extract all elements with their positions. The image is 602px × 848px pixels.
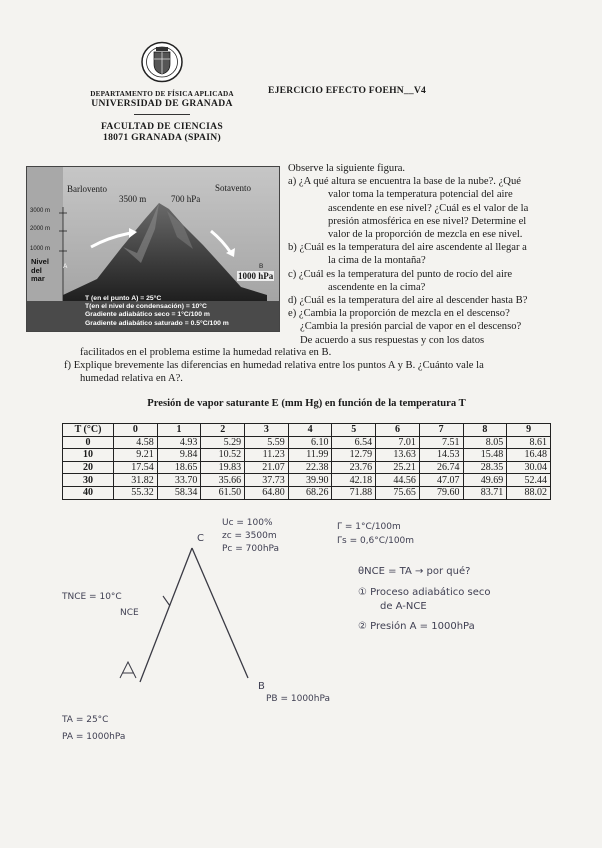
questions-block xyxy=(288,162,550,347)
question-f: f) Explique brevemente las diferencias en humedad relativa entre los puntos A y B. ¿Cuánto vale la xyxy=(64,360,484,371)
table-row-header-cell: 20 xyxy=(63,461,114,474)
table-header-cell: 9 xyxy=(507,424,551,437)
table-cell: 5.29 xyxy=(201,436,245,449)
hand-a-values: TA = 25°C PA = 1000hPa xyxy=(62,715,126,742)
table-cell: 6.54 xyxy=(332,436,376,449)
table-header-row xyxy=(63,424,551,437)
table-cell: 19.83 xyxy=(201,461,245,474)
table-row-header-cell: 30 xyxy=(63,474,114,487)
table-header-cell: 8 xyxy=(463,424,507,437)
table-header-cell: 7 xyxy=(419,424,463,437)
table-cell: 17.54 xyxy=(114,461,158,474)
table-header-cell: 2 xyxy=(201,424,245,437)
table-cell: 49.69 xyxy=(463,474,507,487)
header-divider xyxy=(134,114,190,115)
windward-label: Barlovento xyxy=(67,184,107,194)
table-cell: 58.34 xyxy=(157,486,201,499)
question-b-line-2: la cima de la montaña? xyxy=(328,255,426,267)
table-cell: 13.63 xyxy=(376,449,420,462)
table-cell: 64.80 xyxy=(245,486,289,499)
table-cell: 16.48 xyxy=(507,449,551,462)
table-cell: 22.38 xyxy=(288,461,332,474)
table-cell: 9.21 xyxy=(114,449,158,462)
table-cell: 11.99 xyxy=(288,449,332,462)
leeward-label: Sotavento xyxy=(215,183,251,193)
table-row xyxy=(63,436,551,449)
table-cell: 75.65 xyxy=(376,486,420,499)
table-header-cell: 3 xyxy=(245,424,289,437)
question-a: a) ¿A qué altura se encuentra la base de la nube?. ¿Qué xyxy=(288,176,521,188)
question-e-line-2: ¿Cambia la presión parcial de vapor en el descenso? xyxy=(300,321,522,333)
table-cell: 83.71 xyxy=(463,486,507,499)
table-cell: 11.23 xyxy=(245,449,289,462)
university-seal-icon xyxy=(140,41,184,83)
point-a-label: A xyxy=(63,263,68,270)
table-cell: 26.74 xyxy=(419,461,463,474)
table-cell: 44.56 xyxy=(376,474,420,487)
table-header-cell: 0 xyxy=(114,424,158,437)
table-row-header-cell: 0 xyxy=(63,436,114,449)
table-cell: 18.65 xyxy=(157,461,201,474)
hand-pb: PB = 1000hPa xyxy=(266,694,331,704)
table-cell: 30.04 xyxy=(507,461,551,474)
table-row xyxy=(63,461,551,474)
table-cell: 35.66 xyxy=(201,474,245,487)
altitude-1000-label: 1000 m xyxy=(30,246,51,252)
hand-gradients: Γ = 1°C/100m Γs = 0,6°C/100m xyxy=(337,522,415,546)
question-b: b) ¿Cuál es la temperatura del aire ascendente al llegar a xyxy=(288,242,527,254)
table-cell: 31.82 xyxy=(114,474,158,487)
table-header-cell: T (°C) xyxy=(63,424,114,437)
question-e-line-3: De acuerdo a sus respuestas y con los datos xyxy=(300,334,485,346)
table-cell: 79.60 xyxy=(419,486,463,499)
table-row-header-cell: 40 xyxy=(63,486,114,499)
table-cell: 7.51 xyxy=(419,436,463,449)
table-row xyxy=(63,474,551,487)
table-body xyxy=(63,436,551,499)
table-cell: 55.32 xyxy=(114,486,158,499)
table-cell: 12.79 xyxy=(332,449,376,462)
table-header-cell: 5 xyxy=(332,424,376,437)
question-a-line-5: valor de la proporción de mezcla en ese nivel. xyxy=(328,229,523,241)
question-c: c) ¿Cuál es la temperatura del punto de rocío del aire xyxy=(288,268,513,280)
summit-height-label: 3500 m xyxy=(119,194,147,204)
table-cell: 8.05 xyxy=(463,436,507,449)
pressure-b-label: 1000 hPa xyxy=(238,271,274,281)
question-a-line-2: valor toma la temperatura potencial del aire xyxy=(328,189,513,201)
table-cell: 61.50 xyxy=(201,486,245,499)
question-f-line-2: humedad relativa en A?. xyxy=(80,373,183,384)
table-cell: 39.90 xyxy=(288,474,332,487)
hand-c-label: C xyxy=(197,533,204,544)
table-cell: 8.61 xyxy=(507,436,551,449)
question-c-line-2: ascendente en la cima? xyxy=(328,281,426,293)
university-name: UNIVERSIDAD DE GRANADA xyxy=(91,98,233,109)
table-cell: 23.76 xyxy=(332,461,376,474)
intro-text: Observe la siguiente figura. xyxy=(288,163,406,174)
table-cell: 37.73 xyxy=(245,474,289,487)
table-cell: 9.84 xyxy=(157,449,201,462)
hand-b-label: B xyxy=(258,681,265,692)
exercise-title: EJERCICIO EFECTO FOEHN__V4 xyxy=(268,85,427,96)
table-row xyxy=(63,486,551,499)
table-cell: 52.44 xyxy=(507,474,551,487)
vapor-pressure-table xyxy=(62,423,551,500)
table-cell: 71.88 xyxy=(332,486,376,499)
question-a-line-4: presión atmosférica en ese nivel? Determine el xyxy=(328,215,527,227)
table-cell: 42.18 xyxy=(332,474,376,487)
table-header-cell: 1 xyxy=(157,424,201,437)
table-cell: 15.48 xyxy=(463,449,507,462)
table-cell: 25.21 xyxy=(376,461,420,474)
altitude-3000-label: 3000 m xyxy=(30,208,51,214)
question-d: d) ¿Cuál es la temperatura del aire al descender hasta B? xyxy=(288,295,528,307)
table-cell: 28.35 xyxy=(463,461,507,474)
question-e-line-4: facilitados en el problema estime la humedad relativa en B. xyxy=(80,347,332,358)
table-cell: 7.01 xyxy=(376,436,420,449)
faculty-address: 18071 GRANADA (SPAIN) xyxy=(102,132,222,143)
table-title: Presión de vapor saturante E (mm Hg) en función de la temperatura T xyxy=(147,398,466,409)
hand-tnce: TNCE = 10°C xyxy=(62,592,122,602)
table-cell: 47.07 xyxy=(419,474,463,487)
faculty-name: FACULTAD DE CIENCIAS xyxy=(100,121,224,132)
sea-level-label: Nivel del mar xyxy=(31,257,49,283)
table-row xyxy=(63,449,551,462)
table-cell: 33.70 xyxy=(157,474,201,487)
table-cell: 6.10 xyxy=(288,436,332,449)
foehn-figure xyxy=(26,166,280,332)
table-cell: 10.52 xyxy=(201,449,245,462)
table-header-cell: 4 xyxy=(288,424,332,437)
altitude-2000-label: 2000 m xyxy=(30,226,51,232)
table-header-cell: 6 xyxy=(376,424,420,437)
summit-pressure-label: 700 hPa xyxy=(171,194,201,204)
table-cell: 21.07 xyxy=(245,461,289,474)
table-cell: 4.58 xyxy=(114,436,158,449)
question-e: e) ¿Cambia la proporción de mezcla en el descenso? xyxy=(288,308,510,320)
hand-list: ① Proceso adiabático seco de A-NCE ② Presión A = 1000hPa xyxy=(358,587,491,632)
table-cell: 68.26 xyxy=(288,486,332,499)
table-cell: 4.93 xyxy=(157,436,201,449)
point-b-label: B xyxy=(259,263,264,270)
hand-theta: θNCE = TA → por qué? xyxy=(358,566,471,577)
table-cell: 14.53 xyxy=(419,449,463,462)
table-cell: 5.59 xyxy=(245,436,289,449)
table-row-header-cell: 10 xyxy=(63,449,114,462)
table-cell: 88.02 xyxy=(507,486,551,499)
department-name: DEPARTAMENTO DE FÍSICA APLICADA xyxy=(90,90,234,98)
question-a-line-3: ascendente en ese nivel? ¿Cuál es el valor de la xyxy=(328,202,529,214)
figure-notes: T (en el punto A) = 25°C T(en el nivel de condensación) = 10°C Gradiente adiabático seco = 1°C/100 m Gradiente adiabático saturado = 0.5°C/100 m xyxy=(85,295,229,327)
hand-c-values: Uc = 100% zc = 3500m Pc = 700hPa xyxy=(222,518,280,554)
hand-nce: NCE xyxy=(120,608,139,618)
